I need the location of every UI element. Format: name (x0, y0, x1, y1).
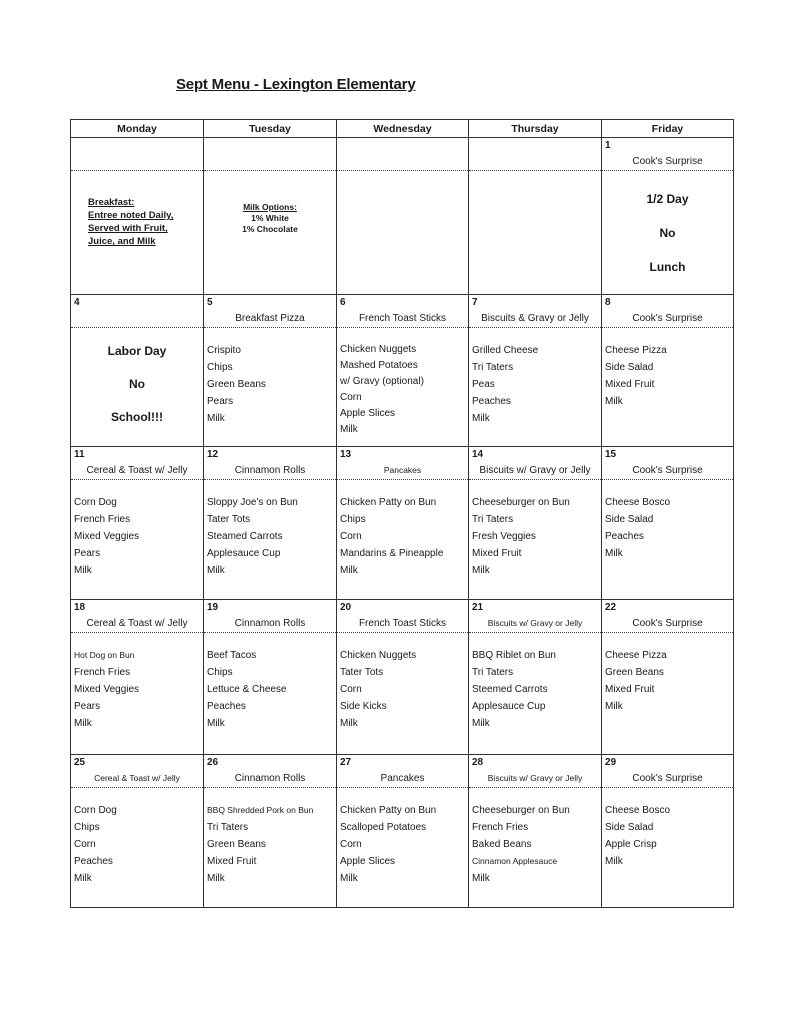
menu-item: Tater Tots (340, 667, 384, 678)
breakfast-item: Cook's Surprise (632, 773, 703, 784)
day-number: 26 (207, 757, 219, 768)
lunch-items (469, 788, 601, 887)
menu-item: Applesauce Cup (207, 548, 281, 559)
menu-item: Mixed Veggies (74, 684, 140, 695)
menu-item: Milk (207, 873, 225, 884)
day-number: 29 (605, 757, 617, 768)
menu-item: Pears (74, 548, 101, 559)
menu-item: Milk (207, 413, 225, 424)
menu-item: Cinnamon Applesauce (472, 856, 558, 866)
menu-item: Peaches (207, 701, 246, 712)
menu-item: Chicken Nuggets (340, 650, 417, 661)
breakfast-item: Cinnamon Rolls (234, 618, 306, 629)
day-number: 12 (207, 449, 219, 460)
lunch-items (204, 480, 336, 579)
day-number: 25 (74, 757, 86, 768)
day-cell (71, 600, 204, 755)
day-number: 20 (340, 602, 352, 613)
menu-item: Mixed Fruit (605, 684, 655, 695)
lunch-items (602, 328, 733, 410)
day-number: 15 (605, 449, 617, 460)
menu-item: Lettuce & Cheese (207, 684, 287, 695)
day-cell (204, 138, 337, 295)
day-cell (71, 138, 204, 295)
menu-item: Milk (207, 565, 225, 576)
day-cell (602, 755, 734, 908)
day-number: 22 (605, 602, 617, 613)
menu-item: Cheese Bosco (605, 805, 671, 816)
day-cell (204, 600, 337, 755)
menu-item: Tri Taters (207, 822, 249, 833)
menu-item: Corn (340, 392, 362, 403)
day-cell (71, 295, 204, 447)
menu-item: Milk (340, 424, 358, 435)
menu-item: Side Salad (605, 822, 654, 833)
day-cell (602, 447, 734, 600)
menu-item: Grilled Cheese (472, 345, 539, 356)
breakfast-item: Cook's Surprise (632, 465, 703, 476)
day-header-tuesday: Tuesday (204, 120, 337, 138)
breakfast-item: Cook's Surprise (632, 156, 703, 167)
day-header-monday: Monday (71, 120, 204, 138)
menu-item: Pears (207, 396, 234, 407)
lunch-items (337, 480, 468, 579)
day-cell (71, 447, 204, 600)
menu-item: Peaches (472, 396, 511, 407)
menu-item: Milk (605, 701, 623, 712)
day-number: 1 (605, 140, 611, 151)
menu-item: BBQ Riblet on Bun (472, 650, 556, 661)
day-cell (469, 138, 602, 295)
menu-item: Side Salad (605, 514, 654, 525)
menu-item: Corn Dog (74, 497, 117, 508)
menu-item: Corn (340, 839, 362, 850)
menu-item: Milk (472, 873, 490, 884)
menu-item: Mandarins & Pineapple (340, 548, 444, 559)
menu-item: Cheeseburger on Bun (472, 805, 570, 816)
menu-item: Side Kicks (340, 701, 387, 712)
menu-item: Milk (74, 718, 92, 729)
menu-item: Milk (74, 565, 92, 576)
breakfast-item: French Toast Sticks (358, 618, 447, 629)
menu-item: Milk (605, 396, 623, 407)
day-cell (469, 447, 602, 600)
breakfast-item: Biscuits w/ Gravy or Jelly (479, 465, 591, 476)
breakfast-item: Biscuits w/ Gravy or Jelly (487, 773, 583, 783)
lunch-items (337, 328, 468, 438)
day-cell (469, 755, 602, 908)
menu-item: Tri Taters (472, 514, 514, 525)
breakfast-item: Pancakes (380, 773, 425, 784)
lunch-items (469, 328, 601, 427)
menu-item: Beef Tacos (207, 650, 257, 661)
menu-item: Mixed Fruit (207, 856, 257, 867)
lunch-items (602, 788, 733, 870)
day-cell (602, 138, 734, 295)
day-header-friday: Friday (602, 120, 734, 138)
day-cell (204, 755, 337, 908)
breakfast-item: French Toast Sticks (358, 313, 447, 324)
lunch-items (602, 633, 733, 715)
menu-item: Cheeseburger on Bun (472, 497, 570, 508)
menu-item: Chicken Patty on Bun (340, 805, 437, 816)
day-cell (71, 755, 204, 908)
day-cell (204, 295, 337, 447)
breakfast-item: Cereal & Toast w/ Jelly (86, 465, 188, 476)
menu-item: Green Beans (207, 379, 266, 390)
menu-item: Fresh Veggies (472, 531, 536, 542)
menu-item: Milk (472, 565, 490, 576)
menu-item: Mixed Fruit (605, 379, 655, 390)
lunch-items (602, 480, 733, 562)
day-number: 11 (74, 449, 85, 460)
menu-item: Chips (207, 362, 233, 373)
menu-item: Pears (74, 701, 101, 712)
menu-item: Milk (340, 718, 358, 729)
menu-item: Scalloped Potatoes (340, 822, 427, 833)
breakfast-item: Cinnamon Rolls (234, 465, 306, 476)
day-cell (602, 600, 734, 755)
lunch-items (71, 788, 203, 887)
menu-item: Chips (74, 822, 100, 833)
menu-item: Milk (605, 548, 623, 559)
breakfast-item: Cereal & Toast w/ Jelly (94, 773, 180, 783)
menu-item: Tri Taters (472, 667, 514, 678)
menu-item: Cheese Pizza (605, 650, 667, 661)
day-cell (337, 447, 469, 600)
day-cell (469, 600, 602, 755)
menu-item: Milk (472, 718, 490, 729)
day-cell (602, 295, 734, 447)
menu-item: Applesauce Cup (472, 701, 546, 712)
breakfast-item: Cereal & Toast w/ Jelly (86, 618, 188, 629)
menu-item: Crispito (207, 345, 241, 356)
menu-item: Corn (340, 531, 362, 542)
day-cell (337, 600, 469, 755)
menu-item: Milk (472, 413, 490, 424)
milk-options: Milk Options: 1% White 1% Chocolate (242, 202, 298, 234)
day-cell (204, 447, 337, 600)
breakfast-note: Breakfast: Entree noted Daily, Served with Fruit, Juice, and Milk (88, 197, 174, 247)
menu-item: Corn (74, 839, 96, 850)
menu-calendar (70, 119, 734, 908)
menu-item: Apple Crisp (605, 839, 657, 850)
menu-item: Hot Dog on Bun (74, 650, 135, 660)
menu-item: Tater Tots (207, 514, 251, 525)
menu-item: Apple Slices (340, 408, 396, 419)
day-cell (337, 755, 469, 908)
lunch-items (71, 480, 203, 579)
menu-item: Chips (207, 667, 233, 678)
menu-item: Chips (340, 514, 366, 525)
menu-item: Side Salad (605, 362, 654, 373)
day-cell (469, 295, 602, 447)
menu-item: Milk (207, 718, 225, 729)
menu-item: Green Beans (207, 839, 266, 850)
breakfast-item: Pancakes (383, 465, 422, 475)
menu-item: French Fries (74, 514, 131, 525)
day-number: 21 (472, 602, 484, 613)
day-number: 27 (340, 757, 352, 768)
menu-item: Milk (340, 873, 358, 884)
menu-item: French Fries (472, 822, 529, 833)
breakfast-item: Biscuits & Gravy or Jelly (481, 313, 589, 324)
menu-item: Sloppy Joe's on Bun (207, 497, 298, 508)
menu-item: Peaches (605, 531, 644, 542)
menu-item: Milk (605, 856, 623, 867)
menu-item: French Fries (74, 667, 131, 678)
day-cell (337, 295, 469, 447)
lunch-items (204, 788, 336, 887)
lunch-items (337, 788, 468, 887)
menu-item: Steamed Carrots (207, 531, 283, 542)
menu-item: Mixed Veggies (74, 531, 140, 542)
day-number: 18 (74, 602, 86, 613)
menu-item: Corn Dog (74, 805, 117, 816)
day-number: 6 (340, 297, 346, 308)
holiday-notice: Labor Day No School!!! (107, 344, 167, 424)
menu-item: Cheese Bosco (605, 497, 671, 508)
menu-item: Chicken Nuggets (340, 344, 417, 355)
breakfast-item: Breakfast Pizza (235, 313, 305, 324)
menu-item: Milk (340, 565, 358, 576)
menu-item: Cheese Pizza (605, 345, 667, 356)
lunch-items (337, 633, 468, 732)
menu-item: Apple Slices (340, 856, 396, 867)
menu-item: Tri Taters (472, 362, 514, 373)
day-number: 14 (472, 449, 484, 460)
menu-item: Steemed Carrots (472, 684, 548, 695)
half-day-notice: 1/2 Day No Lunch (646, 192, 689, 274)
menu-item: Milk (74, 873, 92, 884)
lunch-items (204, 328, 336, 427)
day-number: 28 (472, 757, 484, 768)
menu-item: Chicken Patty on Bun (340, 497, 437, 508)
page-title: Sept Menu - Lexington Elementary (176, 76, 416, 93)
menu-item: Mixed Fruit (472, 548, 522, 559)
lunch-items (469, 480, 601, 579)
day-number: 13 (340, 449, 352, 460)
day-number: 5 (207, 297, 213, 308)
menu-item: Mashed Potatoes (340, 360, 418, 371)
menu-item: Corn (340, 684, 362, 695)
menu-item: Green Beans (605, 667, 664, 678)
lunch-items (204, 633, 336, 732)
day-header-thursday: Thursday (469, 120, 602, 138)
lunch-items (71, 633, 203, 732)
menu-item: BBQ Shredded Pork on Bun (207, 805, 314, 815)
day-number: 4 (74, 297, 80, 308)
day-cell (337, 138, 469, 295)
menu-item: Peaches (74, 856, 113, 867)
menu-item: Baked Beans (472, 839, 532, 850)
day-number: 8 (605, 297, 611, 308)
menu-item: Peas (472, 379, 495, 390)
day-number: 19 (207, 602, 219, 613)
day-number: 7 (472, 297, 478, 308)
breakfast-item: Cook's Surprise (632, 618, 703, 629)
breakfast-item: Cook's Surprise (632, 313, 703, 324)
breakfast-item: Biscuits w/ Gravy or Jelly (487, 618, 583, 628)
breakfast-item: Cinnamon Rolls (234, 773, 306, 784)
day-header-wednesday: Wednesday (337, 120, 469, 138)
menu-item: w/ Gravy (optional) (340, 376, 424, 387)
lunch-items (469, 633, 601, 732)
